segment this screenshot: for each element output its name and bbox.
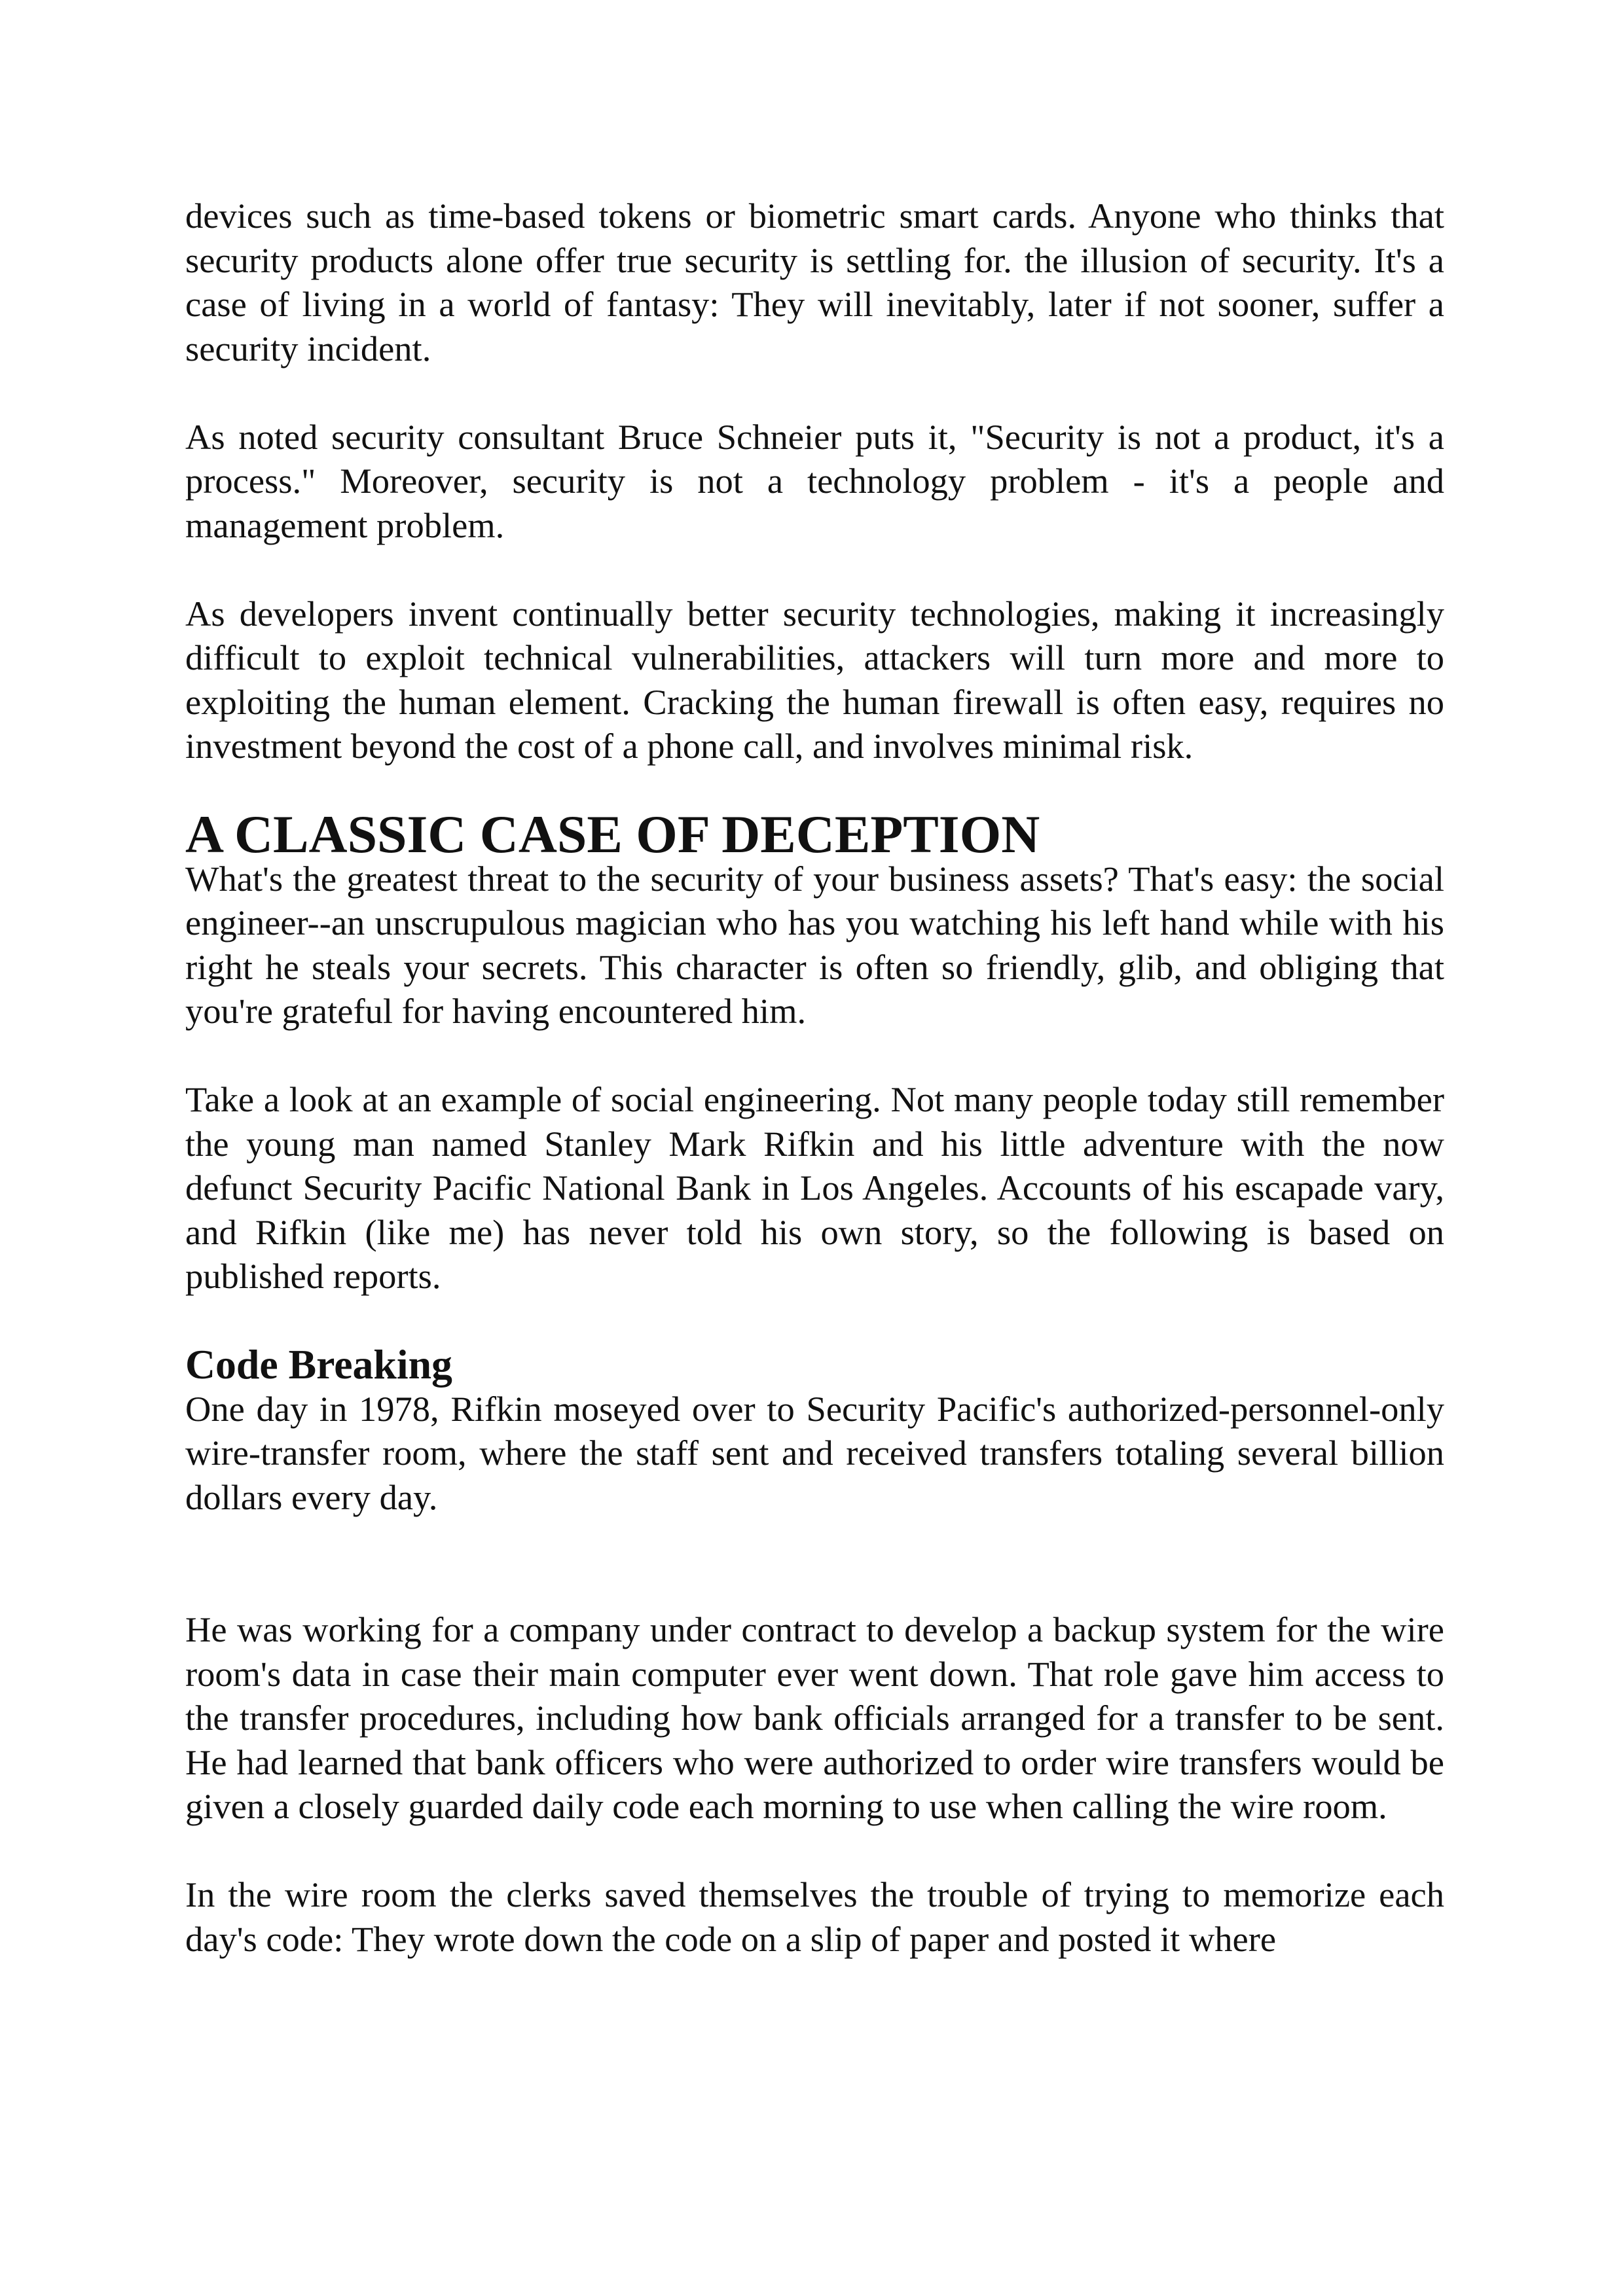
page-body <box>185 194 1444 1961</box>
section-heading-classic-case: A CLASSIC CASE OF DECEPTION <box>185 804 1040 864</box>
paragraph-wire-transfer-room: One day in 1978, Rifkin moseyed over to Security Pacific's authorized-personnel-only wire-transfer room, where the staff sent and received transfers totaling several billion dollars every day. <box>185 1388 1444 1517</box>
paragraph-backup-system: He was working for a company under contract to develop a backup system for the wire room's data in case their main computer ever went down. That role gave him access to the transfer procedures, including how bank officials arranged for a transfer to be sent. He had learned that bank officers who were authorized to order wire transfers would be given a closely guarded daily code each morning to use when calling the wire room. <box>185 1609 1444 1826</box>
paragraph-daily-code: In the wire room the clerks saved themselves the trouble of trying to memorize each day's code: They wrote down the code on a slip of paper and posted it where <box>185 1874 1444 1959</box>
paragraph-greatest-threat: What's the greatest threat to the security of your business assets? That's easy: the social engineer--an unscrupulous magician who has you watching his left hand while with his right he steals your secrets. This character is often so friendly, glib, and obliging that you're grateful for having encountered him. <box>185 858 1444 1031</box>
paragraph-human-element: As developers invent continually better security technologies, making it increasingly difficult to exploit technical vulnerabilities, attackers will turn more and more to exploiting the human element. Cracking the human firewall is often easy, requires no investment beyond the cost of a phone call, and involves minimal risk. <box>185 593 1444 766</box>
paragraph-schneier-quote: As noted security consultant Bruce Schneier puts it, "Security is not a product, it's a process." Moreover, security is not a technology problem - it's a people and management problem. <box>185 416 1444 545</box>
paragraph-rifkin-example: Take a look at an example of social engineering. Not many people today still remember the young man named Stanley Mark Rifkin and his little adventure with the now defunct Security Pacific National Bank in Los Angeles. Accounts of his escapade vary, and Rifkin (like me) has never told his own story, so the following is based on published reports. <box>185 1079 1444 1296</box>
section-heading-code-breaking: Code Breaking <box>185 1341 452 1388</box>
paragraph-security-products: devices such as time-based tokens or biometric smart cards. Anyone who thinks that security products alone offer true security is settling for. the illusion of security. It's a case of living in a world of fantasy: They will inevitably, later if not sooner, suffer a security incident. <box>185 196 1444 368</box>
paragraph-spacer <box>185 1519 1444 1607</box>
